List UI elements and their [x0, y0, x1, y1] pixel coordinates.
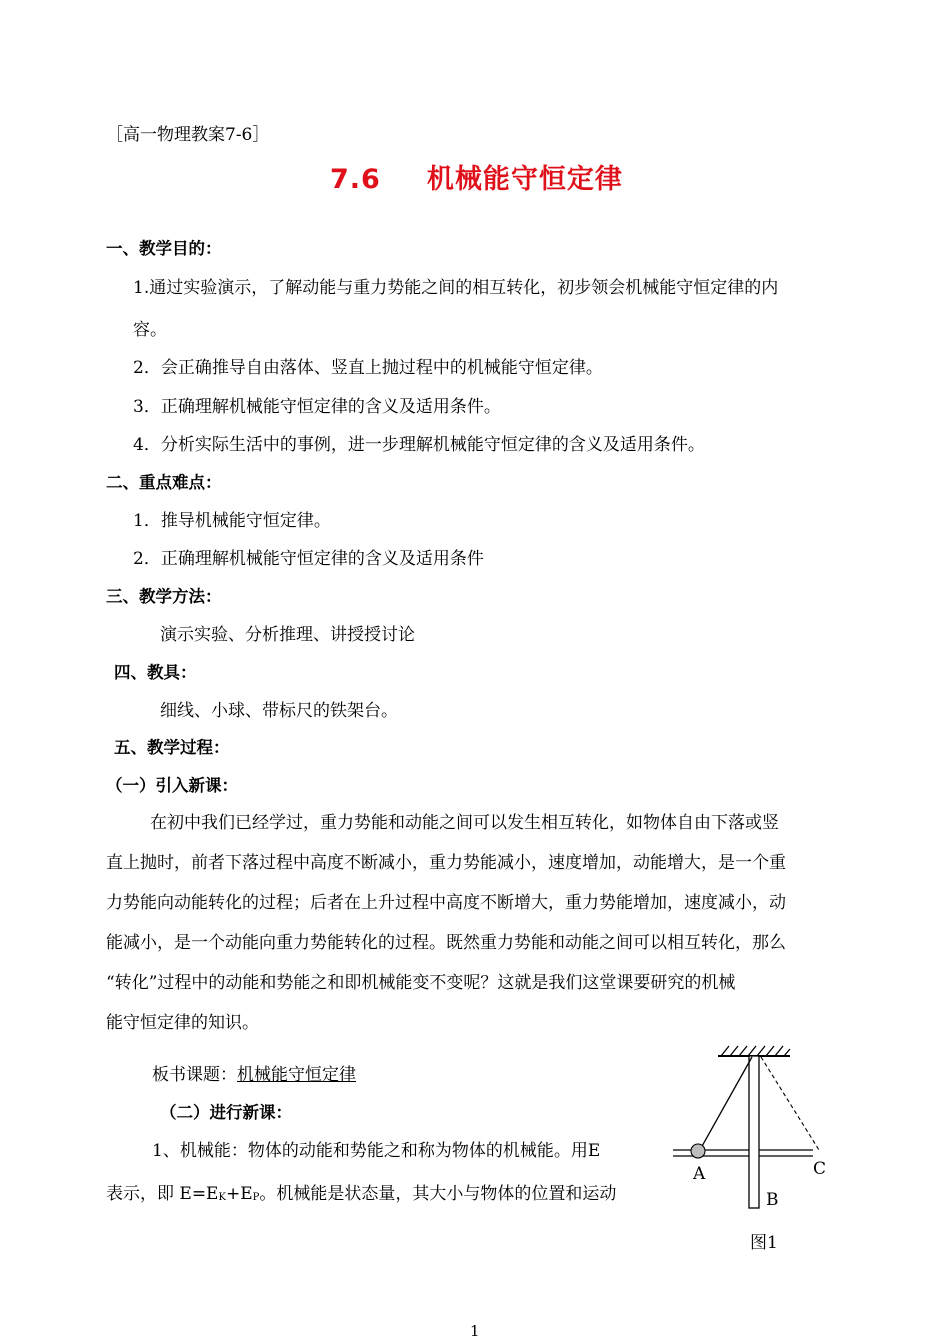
subsection1-heading: （一）引入新课： — [106, 776, 238, 795]
intro-line-6: 能守恒定律的知识。 — [106, 1013, 259, 1033]
definition-line-1: 1、机械能：物体的动能和势能之和称为物体的机械能。用E — [152, 1141, 601, 1161]
pendulum-dashed-path — [761, 1057, 819, 1150]
intro-line-4: 能减小，是一个动能向重力势能转化的过程。既然重力势能和动能之间可以相互转化，那么 — [106, 933, 786, 953]
section1-heading: 一、教学目的： — [106, 239, 222, 258]
section4-heading: 四、教具： — [114, 663, 197, 682]
title-number: 7.6 — [330, 164, 381, 195]
pendulum-ball — [691, 1144, 705, 1158]
page-title — [330, 157, 623, 196]
subscript-p: P — [252, 1192, 260, 1203]
s1-item2: 2．会正确推导自由落体、竖直上抛过程中的机械能守恒定律。 — [133, 358, 603, 378]
board-topic: 机械能守恒定律 — [237, 1065, 356, 1085]
figure-caption: 图1 — [750, 1233, 778, 1253]
pendulum-figure — [665, 1040, 827, 1220]
section3-heading: 三、教学方法： — [106, 587, 222, 606]
s1-item1-line1: 1.通过实验演示，了解动能与重力势能之间的相互转化，初步领会机械能守恒定律的内 — [133, 278, 779, 298]
s1-item1-line2: 容。 — [133, 320, 167, 340]
section5-heading: 五、教学过程： — [114, 738, 230, 757]
intro-line-3: 力势能向动能转化的过程；后者在上升过程中高度不断增大，重力势能增加，速度减小，动 — [106, 893, 786, 913]
board-topic-line — [152, 1060, 356, 1085]
board-label: 板书课题： — [152, 1065, 237, 1085]
subscript-k: K — [218, 1192, 226, 1203]
intro-line-1: 在初中我们已经学过，重力势能和动能之间可以发生相互转化，如物体自由下落或竖 — [150, 813, 779, 833]
s1-item3: 3．正确理解机械能守恒定律的含义及适用条件。 — [133, 397, 501, 417]
pendulum-string — [701, 1057, 752, 1148]
def-plus: +E — [225, 1184, 253, 1204]
vertical-rod — [749, 1056, 759, 1208]
def-text-a: 表示，即 E=E — [106, 1184, 219, 1204]
title-text: 机械能守恒定律 — [426, 164, 623, 195]
s3-body: 演示实验、分析推理、讲授授讨论 — [160, 625, 415, 645]
s1-item4: 4．分析实际生活中的事例，进一步理解机械能守恒定律的含义及适用条件。 — [133, 435, 705, 455]
intro-paragraph — [106, 808, 846, 1048]
intro-line-5: “转化”过程中的动能和势能之和即机械能变不变呢？这就是我们这堂课要研究的机械 — [106, 973, 736, 993]
section2-heading: 二、重点难点： — [106, 473, 222, 492]
intro-line-2: 直上抛时，前者下落过程中高度不断减小，重力势能减小，速度增加，动能增大，是一个重 — [106, 853, 786, 873]
ceiling-hatching — [721, 1046, 790, 1056]
page-number: 1 — [470, 1322, 480, 1340]
definition-line-2 — [106, 1179, 616, 1204]
s4-body: 细线、小球、带标尺的铁架台。 — [160, 701, 398, 721]
subsection2-heading: （二）进行新课： — [160, 1103, 292, 1122]
label-b: B — [766, 1190, 779, 1210]
header-tag: ［高一物理教案7-6］ — [106, 125, 270, 145]
s2-item2: 2．正确理解机械能守恒定律的含义及适用条件 — [133, 549, 484, 569]
s2-item1: 1．推导机械能守恒定律。 — [133, 511, 331, 531]
label-c: C — [813, 1159, 827, 1179]
label-a: A — [693, 1164, 706, 1184]
def-text-b: 。机械能是状态量，其大小与物体的位置和运动 — [259, 1184, 617, 1204]
